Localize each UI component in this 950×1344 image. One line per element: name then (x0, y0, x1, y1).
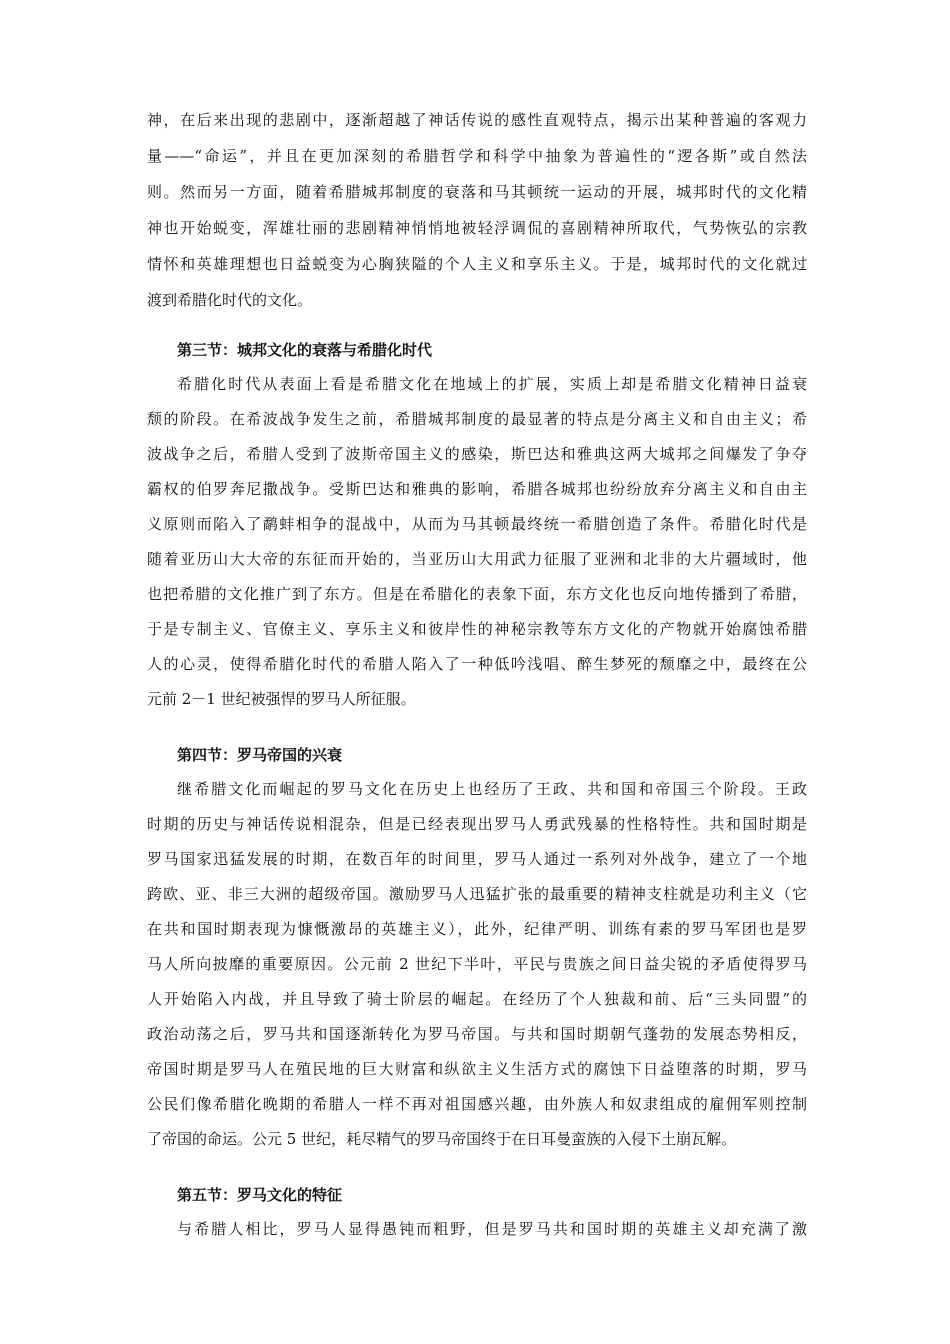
paragraph-line: 随着亚历山大大帝的东征而开始的，当亚历山大用武力征服了亚洲和北非的大片疆域时，他 (147, 550, 807, 568)
paragraph-line: 神也开始蜕变，浑雄壮丽的悲剧精神悄悄地被轻浮调侃的喜剧精神所取代，气势恢弘的宗教 (147, 219, 807, 237)
paragraph-line: 人开始陷入内战，并且导致了骑士阶层的崛起。在经历了个人独裁和前、后“三头同盟”的 (147, 990, 807, 1008)
paragraph-line: 义原则而陷入了鹬蚌相争的混战中，从而为马其顿最终统一希腊创造了条件。希腊化时代是 (147, 515, 807, 533)
paragraph-line: 则。然而另一方面，随着希腊城邦制度的衰落和马其顿统一运动的开展，城邦时代的文化精 (147, 183, 807, 201)
paragraph-line: 于是专制主义、官僚主义、享乐主义和彼岸性的神秘宗教等东方文化的产物就开始腐蚀希腊 (147, 620, 807, 638)
paragraph-line: 在共和国时期表现为慷慨激昂的英雄主义），此外，纪律严明、训练有素的罗马军团也是罗 (147, 920, 807, 938)
paragraph-line: 帝国时期是罗马人在殖民地的巨大财富和纵欲主义生活方式的腐蚀下日益堕落的时期，罗马 (147, 1060, 807, 1078)
paragraph-line: 颓的阶段。在希波战争发生之前，希腊城邦制度的最显著的特点是分离主义和自由主义；希 (147, 410, 807, 428)
section-heading: 第三节：城邦文化的衰落与希腊化时代 (177, 341, 433, 359)
section-heading: 第五节：罗马文化的特征 (177, 1186, 343, 1204)
paragraph-line: 时期的历史与神话传说相混杂，但是已经表现出罗马人勇武残暴的性格特性。共和国时期是 (147, 815, 807, 833)
section-heading: 第四节：罗马帝国的兴衰 (177, 746, 343, 764)
paragraph-line: 马人所向披靡的重要原因。公元前 2 世纪下半叶，平民与贵族之间日益尖锐的矛盾使得罗马 (147, 955, 807, 973)
paragraph-line: 了帝国的命运。公元 5 世纪，耗尽精气的罗马帝国终于在日耳曼蛮族的入侵下土崩瓦解。 (147, 1130, 737, 1148)
paragraph-line: 人的心灵，使得希腊化时代的希腊人陷入了一种低吟浅唱、醉生梦死的颓靡之中，最终在公 (147, 655, 807, 673)
paragraph-line: 情怀和英雄理想也日益蜕变为心胸狭隘的个人主义和享乐主义。于是，城邦时代的文化就过 (147, 255, 807, 273)
paragraph-line: 政治动荡之后，罗马共和国逐渐转化为罗马帝国。与共和国时期朝气蓬勃的发展态势相反， (147, 1025, 807, 1043)
paragraph-line: 元前 2－1 世纪被强悍的罗马人所征服。 (147, 690, 416, 708)
paragraph-line: 公民们像希腊化晚期的希腊人一样不再对祖国感兴趣，由外族人和奴隶组成的雇佣军则控制 (147, 1095, 807, 1113)
paragraph-line: 希腊化时代从表面上看是希腊文化在地域上的扩展，实质上却是希腊文化精神日益衰 (177, 375, 807, 393)
paragraph-line: 也把希腊的文化推广到了东方。但是在希腊化的表象下面，东方文化也反向地传播到了希腊， (147, 585, 807, 603)
paragraph-line: 与希腊人相比，罗马人显得愚钝而粗野，但是罗马共和国时期的英雄主义却充满了激 (177, 1220, 807, 1238)
paragraph-line: 波战争之后，希腊人受到了波斯帝国主义的感染，斯巴达和雅典这两大城邦之间爆发了争夺 (147, 445, 807, 463)
paragraph-line: 罗马国家迅猛发展的时期，在数百年的时间里，罗马人通过一系列对外战争，建立了一个地 (147, 850, 807, 868)
paragraph-line: 继希腊文化而崛起的罗马文化在历史上也经历了王政、共和国和帝国三个阶段。王政 (177, 780, 807, 798)
paragraph-line: 渡到希腊化时代的文化。 (147, 291, 313, 309)
paragraph-line: 量——“命运”，并且在更加深刻的希腊哲学和科学中抽象为普遍性的“逻各斯”或自然法 (147, 147, 807, 165)
paragraph-line: 霸权的伯罗奔尼撒战争。受斯巴达和雅典的影响，希腊各城邦也纷纷放弃分离主义和自由主 (147, 480, 807, 498)
paragraph-line: 神，在后来出现的悲剧中，逐渐超越了神话传说的感性直观特点，揭示出某种普遍的客观力 (147, 111, 807, 129)
paragraph-line: 跨欧、亚、非三大洲的超级帝国。激励罗马人迅猛扩张的最重要的精神支柱就是功利主义（它 (147, 885, 807, 903)
